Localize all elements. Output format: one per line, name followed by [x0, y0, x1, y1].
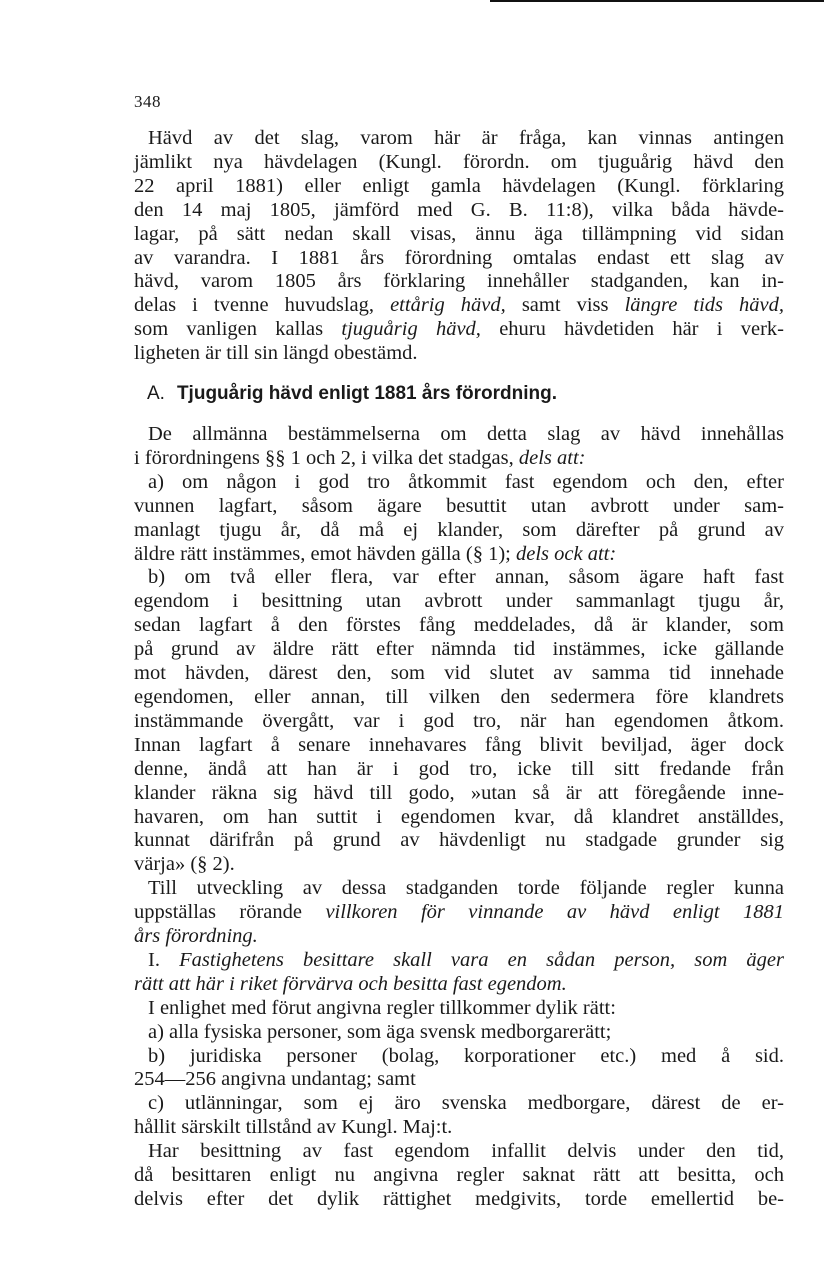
text-line: b) juridiska personer (bolag, korporationer etc.) med å sid. — [148, 1044, 784, 1067]
text-line: egendom i besittning utan avbrott under sammanlagt tjugu år, — [134, 590, 784, 613]
page-number: 348 — [134, 92, 161, 111]
text-line: De allmänna bestämmelserna om detta slag av hävd innehållas — [148, 423, 784, 445]
text-line: havaren, om han suttit i egendomen kvar, då klandret anställdes, — [134, 805, 784, 828]
text-line: års förordning. — [134, 925, 258, 948]
text-line: lagar, på sätt nedan skall visas, ännu äga tillämpning vid sidan — [134, 222, 784, 245]
text-line: sedan lagfart å den förstes fång meddelades, då är klander, som — [134, 614, 784, 637]
text-line: i förordningens §§ 1 och 2, i vilka det stadgas, dels att: — [134, 446, 586, 469]
text-line: a) om någon i god tro åtkommit fast egendom och den, efter — [148, 470, 784, 493]
text-line: äldre rätt instämmes, emot hävden gälla (§ 1); dels ock att: — [134, 542, 617, 565]
section-letter: A. — [147, 383, 165, 404]
section-title: Tjuguårig hävd enligt 1881 års förordning. — [176, 383, 558, 404]
text-line: mot hävden, därest den, som vid slutet av samma tid innehade — [134, 662, 784, 685]
text-line: Har besittning av fast egendom infallit delvis under den tid, — [148, 1140, 784, 1163]
text-line: Hävd av det slag, varom här är fråga, kan vinnas antingen — [148, 127, 784, 149]
text-line: hållit särskilt tillstånd av Kungl. Maj:t. — [134, 1116, 453, 1139]
text-line: rätt att här i riket förvärva och besitta fast egendom. — [134, 972, 567, 995]
text-line: då besittaren enligt nu angivna regler saknat rätt att besitta, och — [134, 1164, 784, 1187]
scan-edge-line — [490, 0, 824, 2]
text-line: uppställas rörande villkoren för vinnande av hävd enligt 1881 — [134, 901, 784, 924]
text-line: denne, ändå att han är i god tro, icke till sitt fredande från — [134, 757, 784, 780]
text-line: den 14 maj 1805, jämförd med G. B. 11:8), vilka båda hävde- — [134, 198, 784, 221]
text-line: hävd, varom 1805 års förklaring innehåller stadganden, kan in- — [134, 270, 784, 293]
text-line: c) utlänningar, som ej äro svenska medborgare, därest de er- — [148, 1092, 784, 1115]
intro-paragraph — [134, 127, 784, 366]
text-line: delvis efter det dylik rättighet medgivits, torde emellertid be- — [134, 1188, 784, 1210]
text-line: manlagt tjugu år, då må ej klander, som därefter på grund av — [134, 518, 784, 541]
text-line: av varandra. I 1881 års förordning omtalas endast ett slag av — [134, 246, 784, 269]
text-line: vunnen lagfart, såsom ägare besuttit utan avbrott under sam- — [134, 494, 784, 517]
text-line: värja» (§ 2). — [134, 853, 235, 876]
text-line: som vanligen kallas tjuguårig hävd, ehuru hävdetiden här i verk- — [134, 318, 784, 341]
text-line: I enlighet med förut angivna regler tillkommer dylik rätt: — [148, 996, 616, 1019]
text-line: egendomen, eller annan, till vilken den sedermera före klandrets — [134, 685, 784, 708]
text-line: Till utveckling av dessa stadganden torde följande regler kunna — [148, 877, 784, 900]
section-heading — [147, 383, 787, 405]
text-line: b) om två eller flera, var efter annan, såsom ägare haft fast — [148, 566, 784, 589]
text-line: a) alla fysiska personer, som äga svensk medborgarerätt; — [148, 1020, 612, 1043]
text-line: på grund av äldre rätt efter nämnda tid instämmes, icke gällande — [134, 638, 784, 661]
text-line: kunnat därifrån på grund av hävdenligt nu stadgade grunder sig — [134, 829, 784, 852]
text-line: instämmande övergått, var i god tro, när han egendomen åtkom. — [134, 709, 784, 732]
text-line: ligheten är till sin längd obestämd. — [134, 342, 418, 365]
text-line: I. Fastighetens besittare skall vara en sådan person, som äger — [148, 948, 785, 971]
text-line: 254—256 angivna undantag; samt — [134, 1068, 416, 1091]
text-line: delas i tvenne huvudslag, ettårig hävd, samt viss längre tids hävd, — [134, 294, 785, 317]
text-line: jämlikt nya hävdelagen (Kungl. förordn. om tjuguårig hävd den — [134, 150, 784, 173]
text-line: Innan lagfart å senare innehavares fång blivit beviljad, äger dock — [134, 733, 784, 756]
text-line: klander räkna sig hävd till godo, »utan så är att föregående inne- — [134, 781, 784, 804]
text-line: 22 april 1881) eller enligt gamla hävdelagen (Kungl. förklaring — [134, 174, 784, 197]
main-body — [134, 423, 784, 1212]
